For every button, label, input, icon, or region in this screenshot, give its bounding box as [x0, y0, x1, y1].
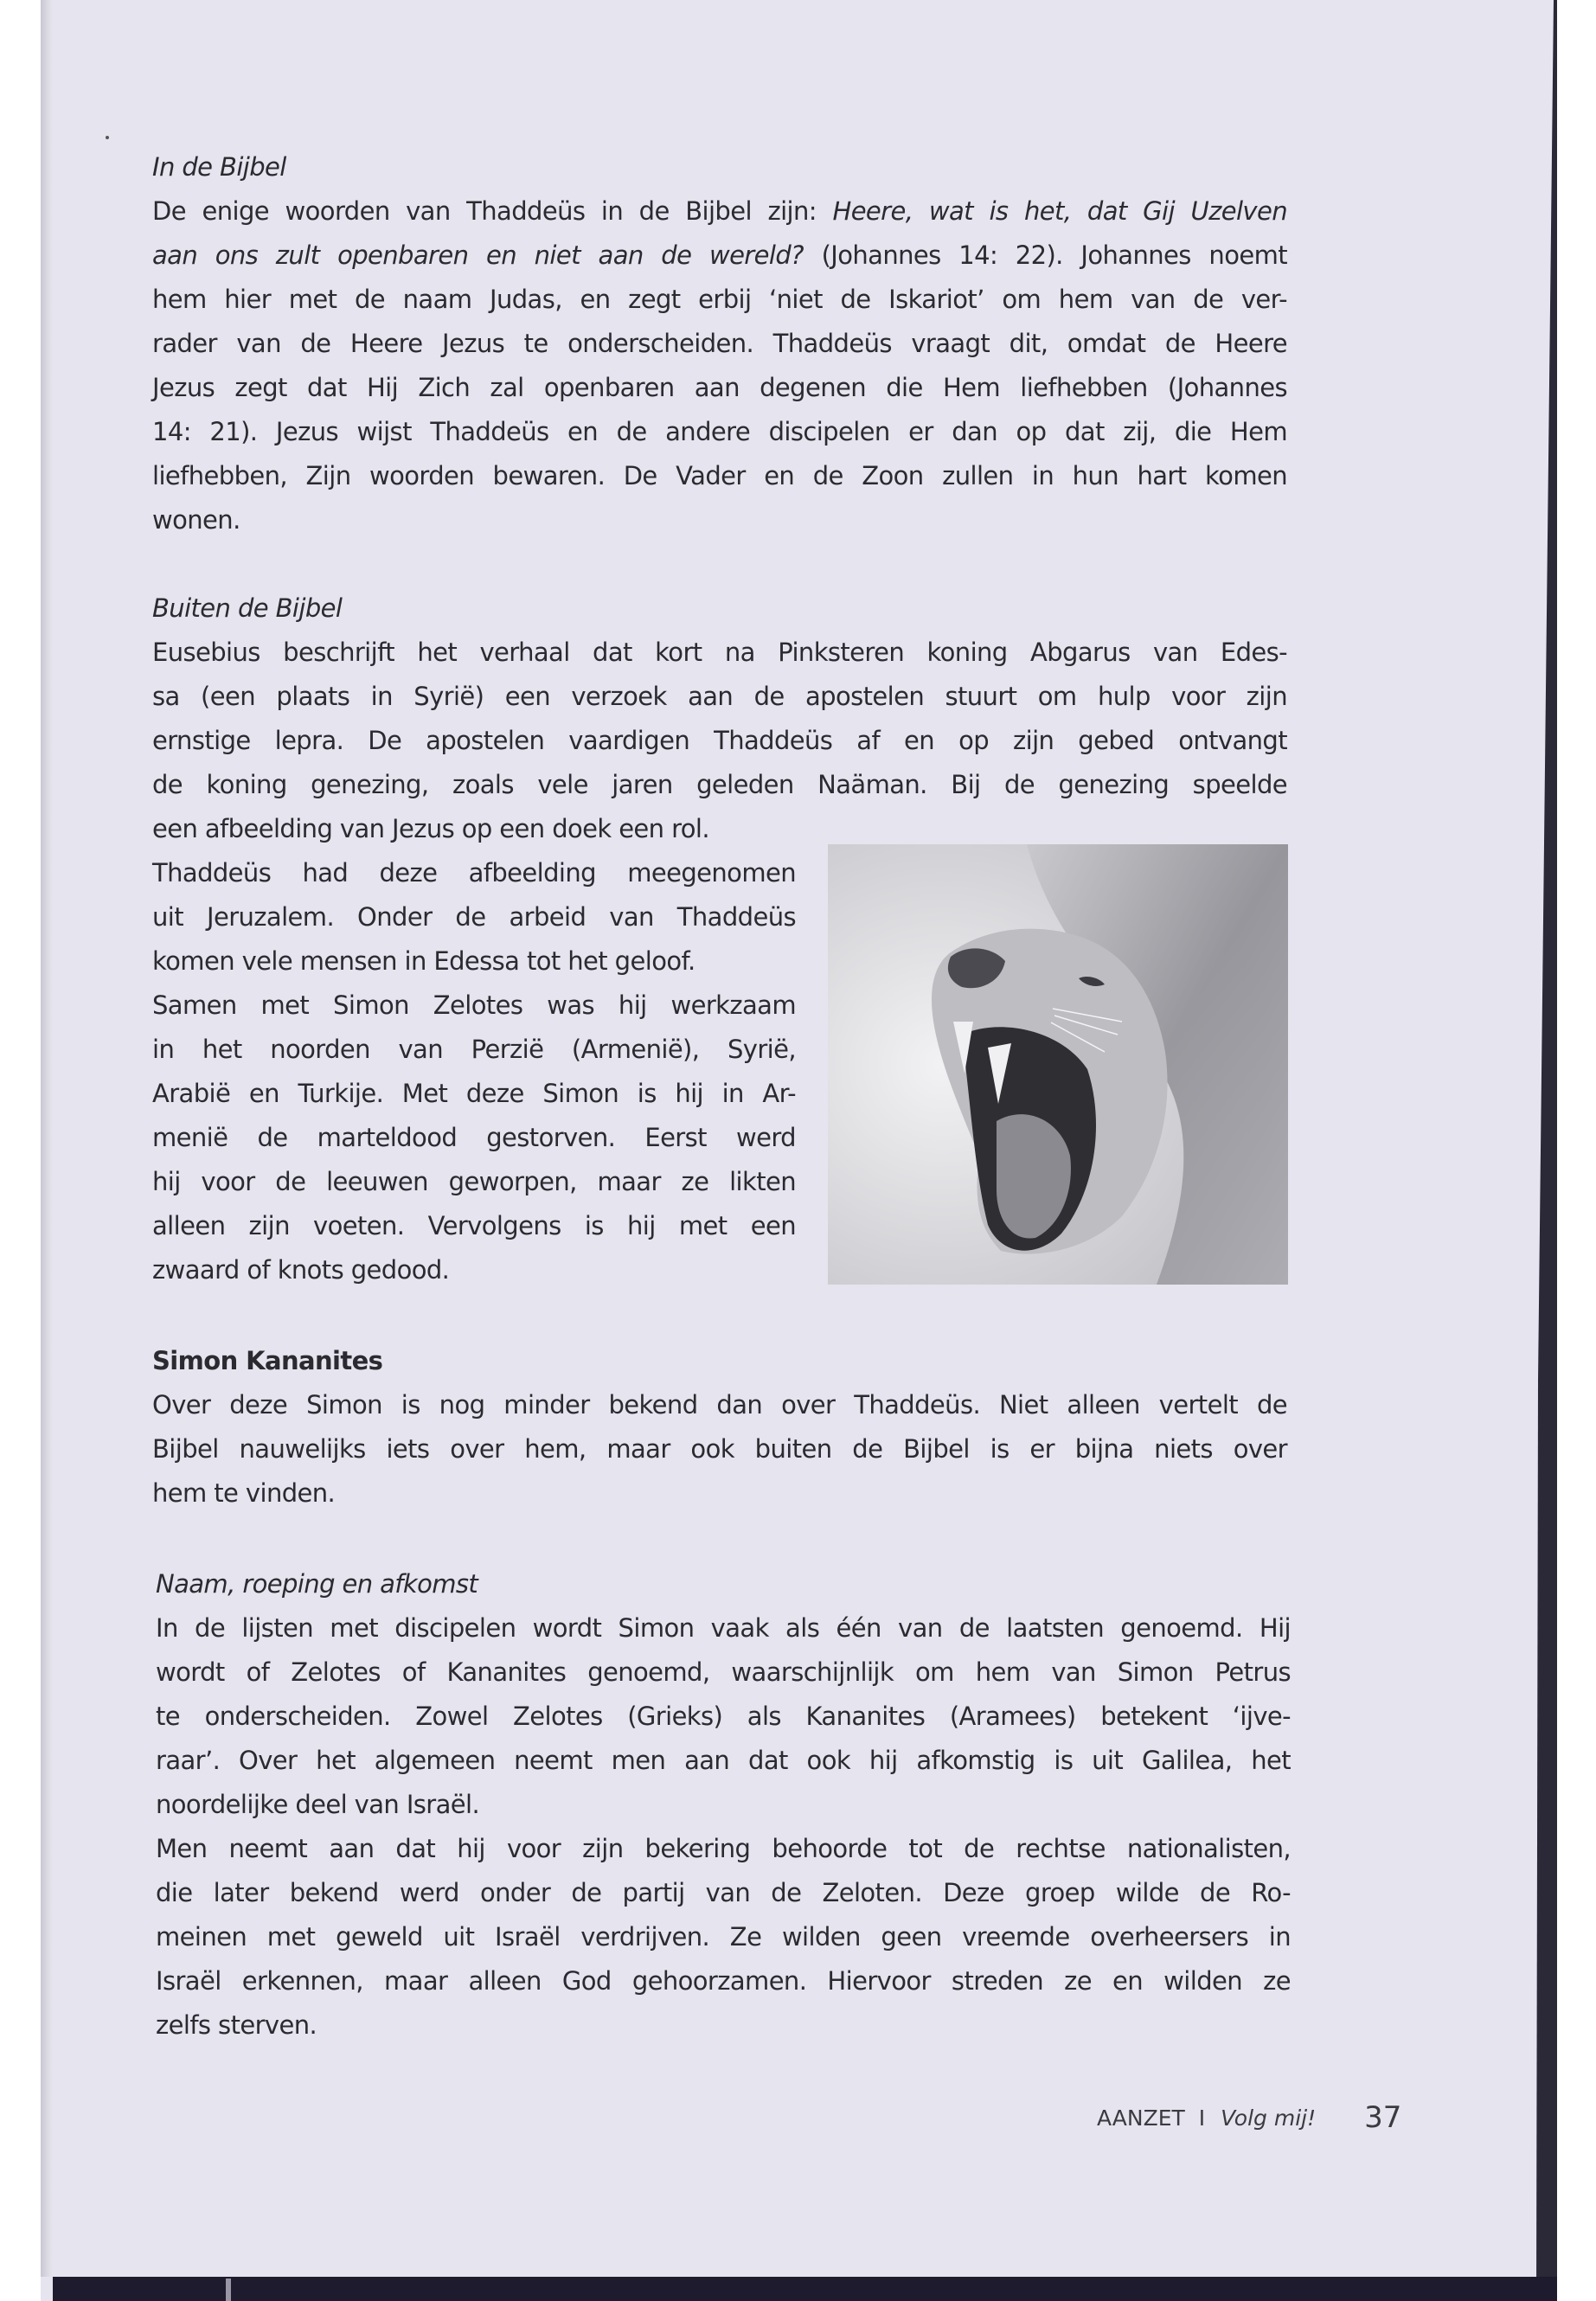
paragraph-line: wonen. — [152, 505, 240, 535]
subheading-buiten-de-bijbel: Buiten de Bijbel — [152, 593, 343, 623]
paragraph-line: in het noorden van Perzië (Armenië), Syrië, — [152, 1035, 796, 1064]
paragraph-line: zelfs sterven. — [156, 2010, 317, 2040]
page-gutter-shadow — [41, 0, 53, 2277]
paragraph-line: uit Jeruzalem. Onder de arbeid van Thaddeüs — [152, 902, 796, 932]
paragraph-line — [152, 189, 1287, 234]
paragraph-line: sa (een plaats in Syrië) een verzoek aan de apostelen stuurt om hulp voor zijn — [152, 682, 1287, 711]
paragraph-line: Bijbel nauwelijks iets over hem, maar ook buiten de Bijbel is er bijna niets over — [152, 1434, 1287, 1464]
paragraph-line: Eusebius beschrijft het verhaal dat kort na Pinksteren koning Abgarus van Edes- — [152, 638, 1287, 667]
paragraph-line: Over deze Simon is nog minder bekend dan over Thaddeüs. Niet alleen vertelt de — [152, 1390, 1287, 1420]
paragraph-line: Israël erkennen, maar alleen God gehoorzamen. Hiervoor streden ze en wilden ze — [156, 1966, 1291, 1996]
paragraph-line: wordt of Zelotes of Kananites genoemd, waarschijnlijk om hem van Simon Petrus — [156, 1657, 1291, 1687]
paragraph-line: hem hier met de naam Judas, en zegt erbij ‘niet de Iskariot’ om hem van de ver- — [152, 285, 1287, 314]
paragraph-line: hem te vinden. — [152, 1478, 336, 1508]
paragraph-line: Men neemt aan dat hij voor zijn bekering behoorde tot de rechtse nationalisten, — [156, 1834, 1291, 1863]
paragraph-line: rader van de Heere Jezus te onderscheiden. Thaddeüs vraagt dit, omdat de Heere — [152, 329, 1287, 358]
paragraph-line: noordelijke deel van Israël. — [156, 1790, 480, 1819]
paragraph-line: komen vele mensen in Edessa tot het geloof. — [152, 946, 695, 976]
bible-quote: Heere, wat is het, dat Gij Uzelven — [832, 196, 1288, 226]
bible-quote: aan ons zult openbaren en niet aan de wereld? — [152, 240, 804, 270]
paragraph-line: zwaard of knots gedood. — [152, 1255, 450, 1285]
paragraph-line: menië de marteldood gestorven. Eerst werd — [152, 1123, 796, 1152]
paragraph-line: In de lijsten met discipelen wordt Simon vaak als één van de laatsten genoemd. Hij — [156, 1613, 1291, 1643]
subheading-in-de-bijbel: In de Bijbel — [152, 152, 286, 182]
scan-bottom-edge — [53, 2277, 1557, 2301]
paragraph-line: 14: 21). Jezus wijst Thaddeüs en de andere discipelen er dan op dat zij, die Hem — [152, 417, 1287, 446]
paragraph-line: een afbeelding van Jezus op een doek een rol. — [152, 814, 709, 843]
paragraph-line: die later bekend werd onder de partij van de Zeloten. Deze groep wilde de Ro- — [156, 1878, 1291, 1907]
section-naam-roeping-afkomst — [156, 1562, 1291, 2048]
heading-simon-kananites: Simon Kananites — [152, 1346, 383, 1375]
page-number: 37 — [1364, 2100, 1402, 2135]
paragraph-line: ernstige lepra. De apostelen vaardigen Thaddeüs af en op zijn gebed ontvangt — [152, 726, 1287, 755]
paragraph-line: de koning genezing, zoals vele jaren geleden Naäman. Bij de genezing speelde — [152, 770, 1287, 799]
scan-streak — [226, 2279, 231, 2301]
roaring-lion-illustration — [828, 844, 1288, 1285]
scan-speck — [106, 136, 109, 139]
paragraph-line: te onderscheiden. Zowel Zelotes (Grieks) als Kananites (Aramees) betekent ‘ijve- — [156, 1702, 1291, 1731]
paragraph-line: liefhebben, Zijn woorden bewaren. De Vader en de Zoon zullen in hun hart komen — [152, 461, 1287, 490]
paragraph-line: alleen zijn voeten. Vervolgens is hij met een — [152, 1211, 796, 1240]
paragraph-line: Samen met Simon Zelotes was hij werkzaam — [152, 990, 796, 1020]
paragraph-line: Thaddeüs had deze afbeelding meegenomen — [152, 858, 796, 888]
subheading-naam-roeping-afkomst: Naam, roeping en afkomst — [156, 1569, 478, 1599]
paragraph-line: meinen met geweld uit Israël verdrijven. Ze wilden geen vreemde overheersers in — [156, 1922, 1291, 1952]
footer-separator: I — [1198, 2106, 1206, 2131]
section-in-de-bijbel — [152, 145, 1287, 542]
paragraph-line — [152, 234, 1287, 278]
paragraph-line: Arabië en Turkije. Met deze Simon is hij in Ar- — [152, 1079, 796, 1108]
paragraph-line: hij voor de leeuwen geworpen, maar ze likten — [152, 1167, 796, 1196]
line-text: De enige woorden van Thaddeüs in de Bijbel zijn: — [152, 196, 833, 226]
book-title: Volg mij! — [1221, 2106, 1317, 2131]
lion-photo — [828, 844, 1288, 1285]
series-name: AANZET — [1097, 2106, 1185, 2131]
line-text: (Johannes 14: 22). Johannes noemt — [803, 240, 1287, 270]
page-footer — [1097, 2099, 1401, 2133]
paragraph-line: raar’. Over het algemeen neemt men aan dat ook hij afkomstig is uit Galilea, het — [156, 1746, 1291, 1775]
paragraph-line: Jezus zegt dat Hij Zich zal openbaren aan degenen die Hem liefhebben (Johannes — [152, 373, 1287, 402]
section-simon-kananites — [152, 1339, 1287, 1516]
